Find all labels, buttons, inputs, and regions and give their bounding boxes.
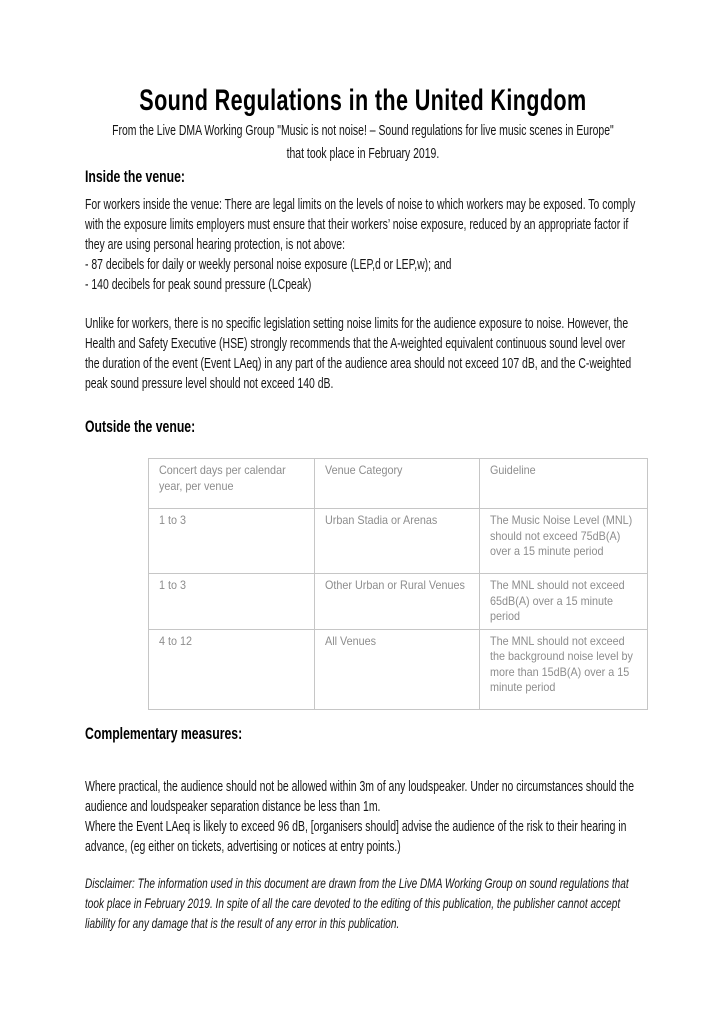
table-cell: The MNL should not exceed 65dB(A) over a 15 minute period [480, 574, 648, 630]
document-subtitle [85, 120, 641, 166]
table-row [149, 574, 648, 630]
section-heading-inside-venue: Inside the venue: [85, 167, 185, 186]
complementary-line-1: Where practical, the audience should not be allowed within 3m of any loudspeaker. Under no circumstances should the audience and loudspeaker separation distance be less than 1m. [85, 779, 634, 815]
bullet-item-87db: - 87 decibels for daily or weekly personal noise exposure (LEP,d or LEP,w); and [85, 257, 452, 273]
subtitle-line-2: that took place in February 2019. [286, 146, 440, 162]
paragraph-complementary [85, 777, 641, 857]
paragraph-workers-text: For workers inside the venue: There are legal limits on the levels of noise to which workers may be exposed. To comply with the exposure limits employers must ensure that their workers’ noise exposure, reduced by an appropriate factor if they are using personal hearing protection, is not above: [85, 197, 636, 253]
subtitle-line-1: From the Live DMA Working Group "Music is not noise! – Sound regulations for live music scenes in Europe" [112, 123, 614, 139]
table-cell: Urban Stadia or Arenas [315, 509, 480, 574]
table-header-cell: Venue Category [315, 459, 480, 509]
table-cell: All Venues [315, 629, 480, 709]
paragraph-audience: Unlike for workers, there is no specific legislation setting noise limits for the audience exposure to noise. However, the Health and Safety Executive (HSE) strongly recommends that the A-weighted equivalent continuous sound level over the duration of the event (Event LAeq) in any part of the audience area should not exceed 107 dB, and the C-weighted peak sound pressure level should not exceed 140 dB. [85, 316, 632, 392]
table-header-cell: Concert days per calendar year, per venue [149, 459, 315, 509]
section-heading-outside-venue: Outside the venue: [85, 417, 196, 436]
regulations-table [148, 458, 648, 710]
section-heading-complementary: Complementary measures: [85, 724, 243, 743]
table-cell: Other Urban or Rural Venues [315, 574, 480, 630]
bullet-item-140db: - 140 decibels for peak sound pressure (LCpeak) [85, 277, 312, 293]
complementary-line-2: Where the Event LAeq is likely to exceed 96 dB, [organisers should] advise the audience of the risk to their hearing in advance, (eg either on tickets, advertising or notices at entry points.) [85, 819, 627, 855]
paragraph-workers [85, 195, 641, 295]
document-title: Sound Regulations in the United Kingdom [139, 84, 587, 117]
table-row [149, 509, 648, 574]
table-cell: 4 to 12 [149, 629, 315, 709]
table-cell: 1 to 3 [149, 509, 315, 574]
table-header-cell: Guideline [480, 459, 648, 509]
table-row [149, 629, 648, 709]
table-cell: The Music Noise Level (MNL) should not exceed 75dB(A) over a 15 minute period [480, 509, 648, 574]
document-disclaimer: Disclaimer: The information used in this document are drawn from the Live DMA Working Group on sound regulations that took place in February 2019. In spite of all the care devoted to the editing of this publication, the publisher cannot accept liability for any damage that is the result of any error in this publication. [85, 875, 629, 931]
table-header-row [149, 459, 648, 509]
table-cell: 1 to 3 [149, 574, 315, 630]
table-cell: The MNL should not exceed the background noise level by more than 15dB(A) over a 15 minute period [480, 629, 648, 709]
